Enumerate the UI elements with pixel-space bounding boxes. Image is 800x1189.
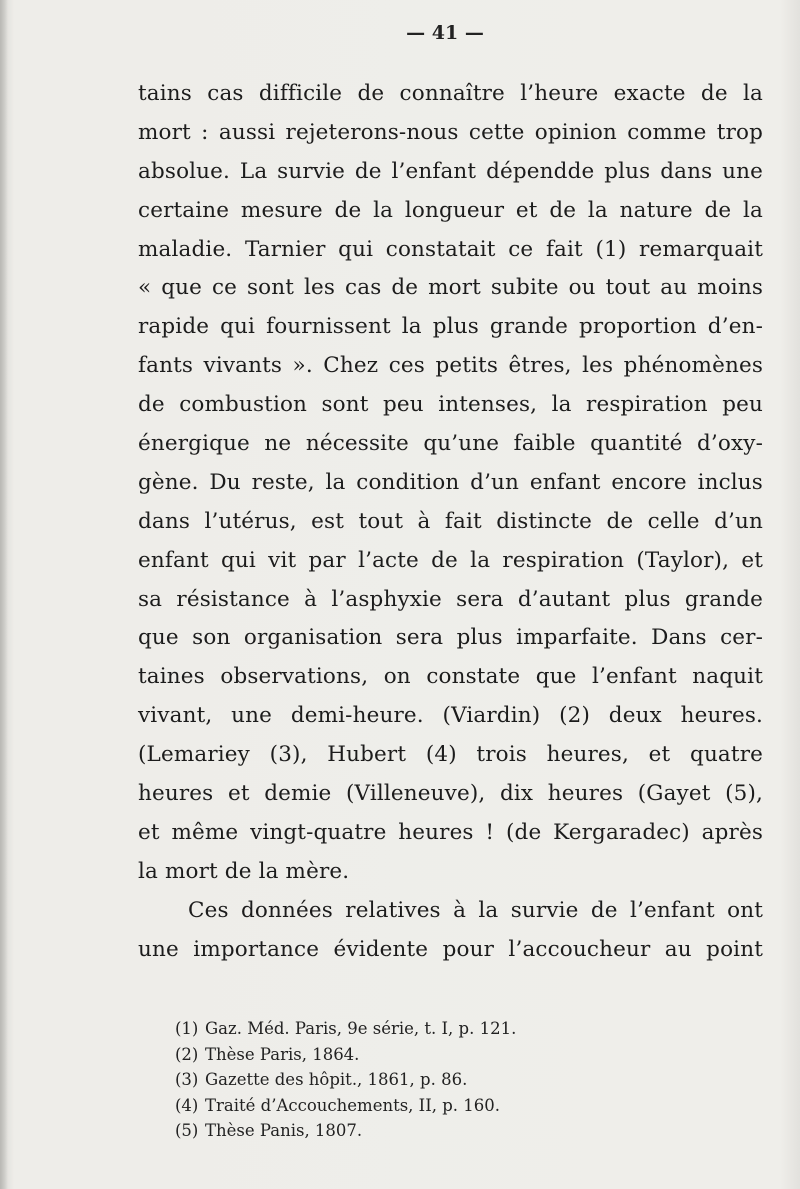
text-line: tains cas difficile de connaître l’heure exacte de la bbox=[138, 81, 763, 106]
text-line: gène. Du reste, la condition d’un enfant encore inclus bbox=[138, 469, 763, 495]
text-line: heures et demie (Villeneuve), dix heures (Gayet (5), bbox=[138, 781, 763, 807]
footnote-text: Gazette des hôpit., 1861, p. 86. bbox=[205, 1070, 468, 1090]
body-text bbox=[138, 75, 763, 969]
text-line: maladie. Tarnier qui constatait ce fait (1) remarquait bbox=[138, 236, 763, 262]
footnote-number: (1) bbox=[175, 1019, 199, 1038]
text-line: taines observations, on constate que l’enfant naquit bbox=[138, 664, 763, 690]
text-line: dans l’utérus, est tout à fait distincte de celle d’un bbox=[138, 508, 763, 534]
footnote-text: Traité d’Accouchements, II, p. 160. bbox=[205, 1095, 500, 1115]
text-line: une importance évidente pour l’accoucheur au point bbox=[138, 936, 763, 962]
text-line: « que ce sont les cas de mort subite ou tout au moins bbox=[138, 275, 763, 301]
footnote-text: Gaz. Méd. Paris, 9e série, t. I, p. 121. bbox=[205, 1019, 517, 1038]
footnote-text: Thèse Panis, 1807. bbox=[205, 1121, 363, 1141]
footnote bbox=[175, 1118, 735, 1144]
footnote bbox=[175, 1093, 735, 1119]
footnote-number: (3) bbox=[175, 1070, 199, 1090]
footnote bbox=[175, 1016, 735, 1042]
text-line: de combustion sont peu intenses, la respiration peu bbox=[138, 392, 763, 418]
footnotes bbox=[175, 1016, 735, 1144]
text-line: mort : aussi rejeterons-nous cette opinion comme trop bbox=[138, 119, 763, 145]
text-line: certaine mesure de la longueur et de la nature de la bbox=[138, 197, 763, 223]
text-line: énergique ne nécessite qu’une faible quantité d’oxy- bbox=[138, 431, 763, 457]
text-line: que son organisation sera plus imparfaite. Dans cer- bbox=[138, 625, 763, 651]
text-line: Ces données relatives à la survie de l’enfant ont bbox=[188, 897, 763, 923]
page-gutter-shadow bbox=[0, 0, 8, 1189]
page-number: — 41 — bbox=[406, 22, 484, 44]
footnote-number: (5) bbox=[175, 1121, 199, 1141]
footnote-number: (2) bbox=[175, 1044, 199, 1064]
text-line: rapide qui fournissent la plus grande proportion d’en- bbox=[138, 314, 763, 340]
footnote-text: Thèse Paris, 1864. bbox=[205, 1044, 360, 1064]
text-line: sa résistance à l’asphyxie sera d’autant plus grande bbox=[138, 586, 763, 612]
footnote bbox=[175, 1042, 735, 1068]
text-line: et même vingt-quatre heures ! (de Kergaradec) après bbox=[138, 819, 763, 845]
text-line: enfant qui vit par l’acte de la respiration (Taylor), et bbox=[138, 547, 763, 573]
footnote bbox=[175, 1067, 735, 1093]
text-line: absolue. La survie de l’enfant dépendde plus dans une bbox=[138, 158, 763, 184]
footnote-number: (4) bbox=[175, 1095, 199, 1115]
text-line: fants vivants ». Chez ces petits êtres, les phénomènes bbox=[138, 353, 763, 379]
text-line: la mort de la mère. bbox=[138, 858, 350, 884]
text-line: vivant, une demi-heure. (Viardin) (2) deux heures. bbox=[138, 703, 763, 729]
text-line: (Lemariey (3), Hubert (4) trois heures, et quatre bbox=[138, 742, 763, 768]
